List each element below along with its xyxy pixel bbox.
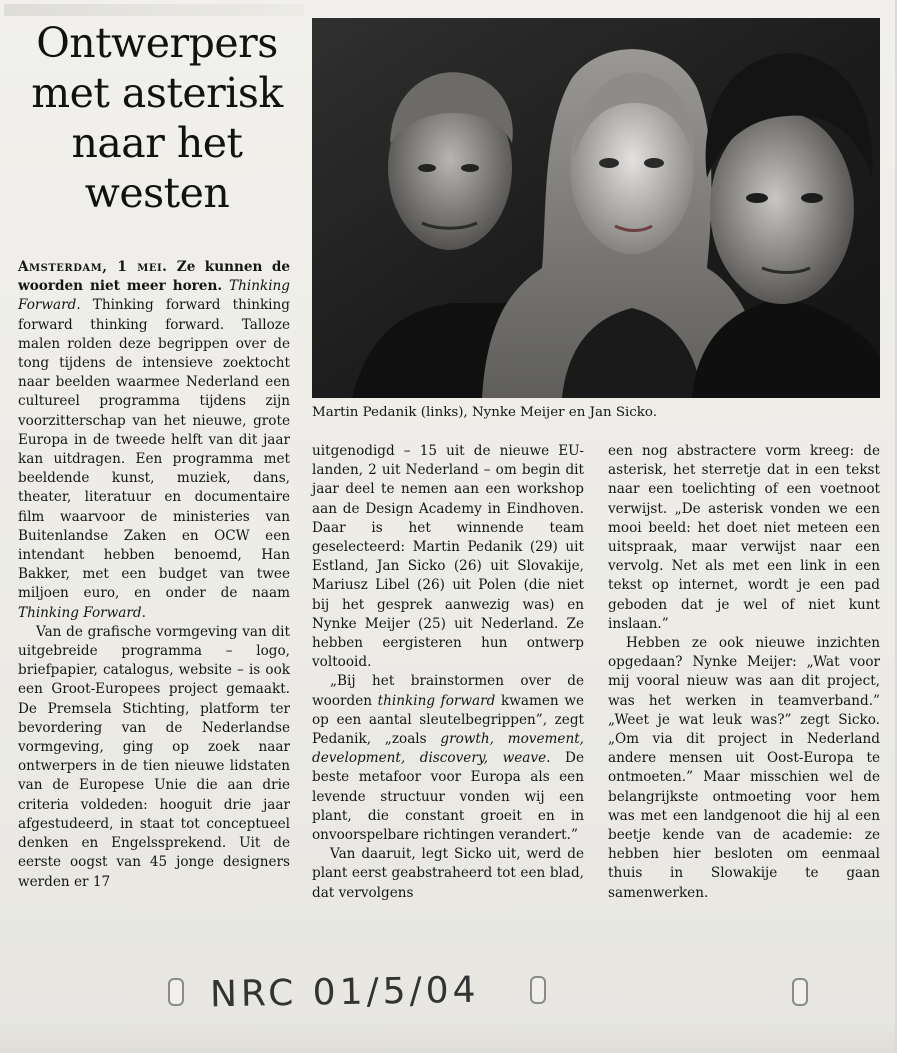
lead-text: Ze kunnen de woorden niet meer horen.	[18, 259, 290, 295]
body-text: kwamen we op een aantal sleutelbegrippen”, zegt Pedanik, „zoals	[312, 692, 584, 748]
staple-mark-icon	[168, 978, 184, 1006]
paragraph: een nog abstractere vorm kreeg: de asterisk, het sterretje dat in een tekst naar een toelichting of een voetnoot verwijst. „De asterisk vonden we een mooi beeld: het doet niet meteen een uitspraak, maar verwijst naar een vervolg. Net als met een link in een tekst op internet, wordt je een pad geboden dat je wel of niet kunt inslaan.”	[608, 443, 880, 632]
handwritten-source-note: NRC 01/5/04	[209, 969, 480, 1016]
body-text: „Bij het brainstormen over de woorden	[312, 673, 584, 709]
dateline: Amsterdam, 1 mei.	[18, 259, 168, 275]
staple-mark-icon	[530, 976, 546, 1004]
headline-line: met asterisk	[31, 69, 283, 117]
body-text: .	[141, 604, 146, 621]
photo-caption: Martin Pedanik (links), Nynke Meijer en Jan Sicko.	[312, 405, 657, 420]
article-column-1	[18, 258, 290, 892]
paragraph: Van daaruit, legt Sicko uit, werd de plant eerst geabstraheerd tot een blad, dat vervolgens	[312, 846, 584, 901]
italic-term: Thinking Forward	[18, 604, 142, 621]
photo-illustration	[312, 18, 880, 398]
bleed-through-strip	[4, 4, 304, 16]
article-column-3	[608, 442, 880, 903]
article-column-2	[312, 442, 584, 903]
italic-term: growth, movement, development, discovery, weave	[312, 731, 585, 767]
body-text: . Thinking forward thinking forward thinking forward. Talloze malen rolden deze begrippen over de tong tijdens de intensieve zoektocht naar beelden waarmee Nederland een cultureel programma tijdens zijn voorzitterschap van het nieuwe, grote Europa in de tweede helft van dit jaar kan uitdragen. Een programma met beeldende kunst, muziek, dans, theater, literatuur en documentaire film waarvoor de ministeries van Buitenlandse Zaken en OCW een intendant hebben benoemd, Han Bakker, met een budget van twee miljoen euro, en onder de naam	[18, 297, 290, 602]
paragraph: Hebben ze ook nieuwe inzichten opgedaan? Nynke Meijer: „Wat voor mij vooral nieuw was aan dit project, was het werken in teamverband.” „Weet je wat leuk was?” zegt Sicko. „Om via dit project in Nederland andere mensen uit Oost-Europa te ontmoeten.” Maar misschien wel de belangrijkste ontmoeting voor hem was met een landgenoot die hij al een beetje kende van de academie: ze hebben hier besloten om eenmaal thuis in Slowakije te gaan samenwerken.	[608, 635, 880, 901]
paragraph	[312, 672, 584, 845]
headline	[18, 18, 296, 218]
page-fold-shadow	[0, 1018, 895, 1053]
paragraph: Van de grafische vormgeving van dit uitgebreide programma – logo, briefpapier, catalogus, website – is ook een Groot-Europees project gemaakt. De Premsela Stichting, platform ter bevordering van de Nederlandse vormgeving, ging op zoek naar ontwerpers in de tien nieuwe lidstaten van de Europese Unie die aan drie criteria voldeden: hooguit drie jaar afgestudeerd, in staat tot conceptueel denken en Engelssprekend. Uit de eerste oogst van 45 jonge designers werden er 17	[18, 623, 290, 890]
italic-term: thinking forward	[377, 692, 496, 709]
body-text: . De beste metafoor voor Europa als een levende structuur vonden wij een plant, die constant groeit en in onvoorspelbare richtingen verandert.”	[312, 750, 584, 844]
headline-line: naar het	[71, 119, 243, 167]
headline-line: westen	[84, 169, 230, 217]
staple-mark-icon	[792, 978, 808, 1006]
headline-line: Ontwerpers	[36, 19, 278, 67]
article-photo	[312, 18, 880, 398]
italic-term: Thinking Forward	[18, 278, 290, 314]
paragraph: uitgenodigd – 15 uit de nieuwe EU-landen, 2 uit Nederland – om begin dit jaar deel te nemen aan een workshop aan de Design Academy in Eindhoven. Daar is het winnende team geselecteerd: Martin Pedanik (29) uit Estland, Jan Sicko (26) uit Slovakije, Mariusz Libel (26) uit Polen (die niet bij het gesprek aanwezig was) en Nynke Meijer (25) uit Nederland. Ze hebben eergisteren hun ontwerp voltooid.	[312, 443, 584, 671]
paragraph	[18, 258, 290, 623]
